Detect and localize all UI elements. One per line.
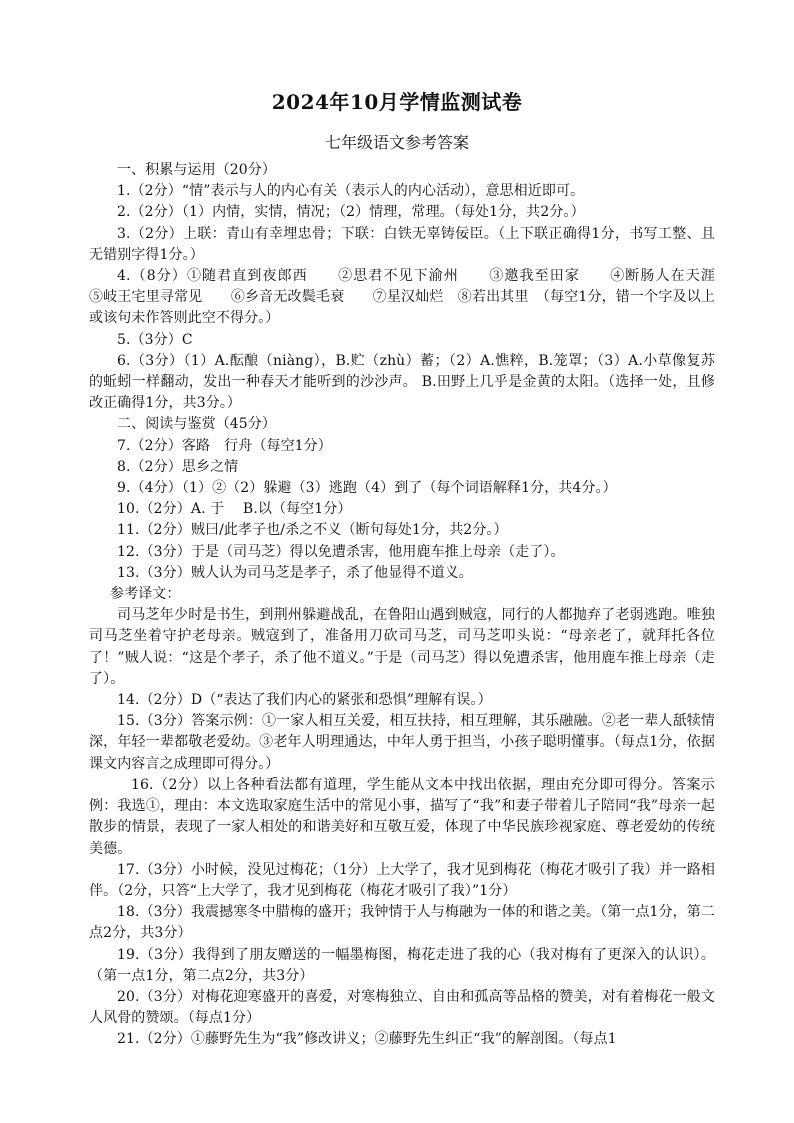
answer-line: 19.（3分）我得到了朋友赠送的一幅墨梅图，梅花走进了我的心（我对梅有了更深入的认识）。（第一点1分，第二点2分，共3分） — [89, 946, 715, 984]
answer-line: 11.（2分）贼曰/此孝子也/杀之不义（断句每处1分，共2分。） — [117, 522, 508, 539]
answer-line: 15.（3分）答案示例：①一家人相互关爱，相互扶持，相互理解，其乐融融。②老一辈人舐犊情深，年轻一辈都敬老爱幼。③老年人明理通达，中年人勇于担当，小孩子聪明懂事。（每点1分，依据课文内容言之成理即可得分。） — [89, 713, 715, 772]
answer-line: 13.（3分）贼人认为司马芝是孝子，杀了他显得不道义。 — [117, 564, 473, 581]
answer-line: 9.（4分）（1）②（2）躲避（3）逃跑（4）到了（每个词语解释1分，共4分。） — [117, 480, 617, 497]
answer-line: 7.（2分）客路 行舟（每空1分） — [117, 437, 332, 454]
answer-line: 5.（3分）C — [117, 331, 193, 348]
section-heading: 一、积累与运用（20分） — [117, 162, 277, 178]
answer-line: 10.（2分）A. 于 B.以（每空1分） — [117, 501, 352, 518]
answer-line: 18.（3分）我震撼寒冬中腊梅的盛开；我钟情于人与梅融为一体的和谐之美。（第一点1分，第二点2分，共3分） — [89, 904, 715, 942]
answer-line: 21.（2分）①藤野先生为“我”修改讲义；②藤野先生纠正“我”的解剖图。（每点1 — [117, 1031, 617, 1048]
answer-line: 16.（2分）以上各种看法都有道理，学生能从文本中找出依据，理由充分即可得分。答案示例：我选①，理由：本文选取家庭生活中的常见小事，描写了“我”和妻子带着儿子陪同“我”母亲一起散步的情景，表现了一家人相处的和谐美好和互敬互爱，体现了中华民族珍视家庭、尊老爱幼的传统美德。 — [89, 776, 715, 857]
answer-line: 2.（2分）（1）内情，实情，情况；（2）情理，常理。（每处1分，共2分。） — [117, 204, 585, 221]
translation-text: 司马芝年少时是书生，到荆州躲避战乱，在鲁阳山遇到贼寇，同行的人都抛弃了老弱逃跑。唯独司马芝坐着守护老母亲。贼寇到了，准备用刀砍司马芝，司马芝叩头说：“母亲老了，就拜托各位了！”贼人说：“这是个孝子，杀了他不道义。”于是（司马芝）得以免遭杀害，他用鹿车推上母亲（走了）。 — [89, 607, 715, 687]
answer-line: 8.（2分）思乡之情 — [117, 458, 239, 475]
answer-line: 14.（2分）D（“表达了我们内心的紧张和恐惧”理解有误。） — [117, 692, 492, 709]
answer-body — [89, 160, 744, 1051]
page-title: 2024年10月学情监测试卷 — [271, 90, 523, 114]
answer-line: 6.（3分）（1）A.酝酿（niàng），B.贮（zhù）蓄；（2）A.憔粹，B.笼罩；（3）A.小草像复苏的蚯蚓一样翻动，发出一种春天才能听到的沙沙声。 B.田野上几乎是金黄的太阳。（选择一处，且修改正确得1分，共3分。） — [89, 352, 715, 412]
answer-line: 3.（2分）上联：青山有幸埋忠骨；下联：白铁无辜铸佞臣。（上下联正确得1分，书写工整、且无错别字得1分。） — [89, 225, 715, 263]
answer-line: 20.（3分）对梅花迎寒盛开的喜爱，对寒梅独立、自由和孤高等品格的赞美，对有着梅花一般文人风骨的赞颂。（每点1分） — [89, 988, 715, 1027]
answer-line: 4.（8分）①随君直到夜郎西 ②思君不见下渝州 ③邀我至田家 ④断肠人在天涯 ⑤岐王宅里寻常见 ⑥乡音无改鬓毛衰 ⑦星汉灿烂 ⑧若出其里 （每空1分，错一个字及以上或该句未作答则此空不得分。） — [89, 268, 744, 327]
answer-line: 12.（3分）于是（司马芝）得以免遭杀害，他用鹿车推上母亲（走了）。 — [117, 543, 565, 560]
answer-line: 17.（3分）小时候，没见过梅花；（1分）上大学了，我才见到梅花（梅花才吸引了我）并一路相伴。（2分，只答“上大学了，我才见到梅花（梅花才吸引了我）”1分） — [89, 861, 715, 899]
page-subtitle: 七年级语文参考答案 — [324, 133, 469, 152]
section-heading: 二、阅读与鉴赏（45分） — [117, 416, 277, 433]
translation-heading: 参考译文： — [110, 586, 181, 603]
answer-line: 1.（2分）“情”表示与人的内心有关（表示人的内心活动），意思相近即可。 — [117, 183, 585, 200]
